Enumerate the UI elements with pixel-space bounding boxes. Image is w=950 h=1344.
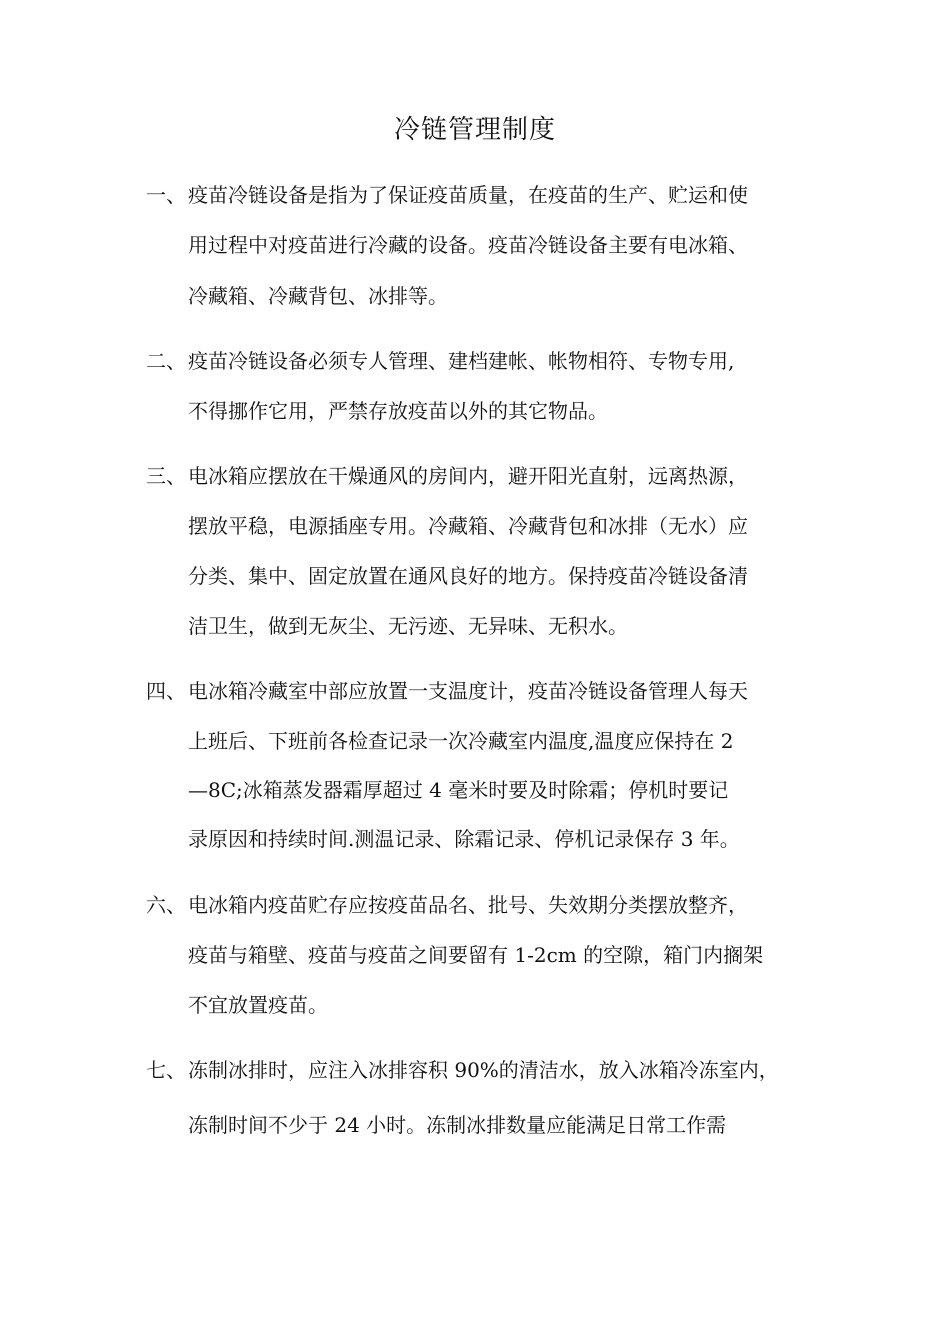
item-number: 二、 [146, 349, 186, 373]
item-number: 三、 [146, 464, 186, 488]
item-number: 六、 [146, 893, 186, 917]
item-number: 七、 [146, 1058, 186, 1082]
item-line: 疫苗与箱壁、疫苗与疫苗之间要留有 1-2cm 的空隙，箱门内搁架 [188, 943, 764, 967]
item-line: 冻制冰排时，应注入冰排容积 90%的清洁水，放入冰箱冷冻室内， [188, 1058, 779, 1082]
item-line: 用过程中对疫苗进行冷藏的设备。疫苗冷链设备主要有电冰箱、 [188, 233, 748, 257]
document-title: 冷链管理制度 [393, 115, 556, 145]
item-line: —8C;冰箱蒸发器霜厚超过 4 毫米时要及时除霜；停机时要记 [188, 778, 729, 802]
item-number: 四、 [146, 679, 186, 703]
item-line: 电冰箱应摆放在干燥通风的房间内，避开阳光直射，远离热源， [188, 464, 748, 488]
item-line: 疫苗冷链设备是指为了保证疫苗质量，在疫苗的生产、贮运和使 [188, 183, 748, 207]
item-line: 不得挪作它用，严禁存放疫苗以外的其它物品。 [188, 399, 608, 423]
item-line: 分类、集中、固定放置在通风良好的地方。保持疫苗冷链设备清 [188, 564, 748, 588]
item-line: 上班后、下班前各检查记录一次冷藏室内温度,温度应保持在 2 [188, 729, 734, 753]
item-line: 冻制时间不少于 24 小时。冻制冰排数量应能满足日常工作需 [188, 1113, 727, 1137]
item-number: 一、 [146, 183, 186, 207]
item-line: 录原因和持续时间.测温记录、除霜记录、停机记录保存 3 年。 [188, 827, 740, 851]
item-line: 摆放平稳，电源插座专用。冷藏箱、冷藏背包和冰排（无水）应 [188, 514, 748, 538]
item-line: 电冰箱冷藏室中部应放置一支温度计，疫苗冷链设备管理人每天 [188, 679, 748, 703]
item-line: 电冰箱内疫苗贮存应按疫苗品名、批号、失效期分类摆放整齐， [188, 893, 748, 917]
item-line: 洁卫生，做到无灰尘、无污迹、无异味、无积水。 [188, 614, 628, 638]
item-line: 不宜放置疫苗。 [188, 993, 328, 1017]
item-line: 疫苗冷链设备必须专人管理、建档建帐、帐物相符、专物专用, [188, 349, 735, 373]
item-line: 冷藏箱、冷藏背包、冰排等。 [188, 284, 448, 308]
